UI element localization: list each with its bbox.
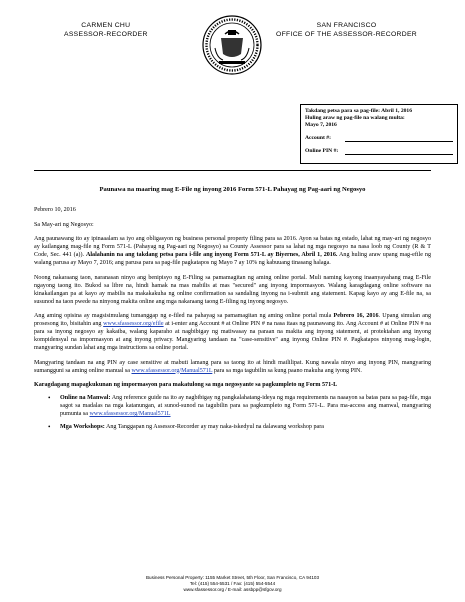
list-item: • Mga Workshops: Ang Tanggapan ng Assessor-Recorder ay may naka-iskedyul na dalawang workshop para <box>48 423 324 431</box>
header-divider <box>34 170 431 171</box>
pin-field <box>345 147 453 155</box>
footer-phone: Tel: (415) 554-5531 / Fax: (415) 554-5544 <box>189 581 276 586</box>
bullet-icon: • <box>48 394 51 402</box>
paragraph-2: Noong nakaraang taon, naranasan ninyo ang benipisyo ng E-Filing sa pamamagitan ng aming online portal. Muli naming kayong inaanyayahang mag E-File ngayong taong ito. Bukod sa libre na, hindi hamak na mas mabilis at mas "secured" ang inyong impormasyon. Walang karagdagang online software na kinakailangan pa at kayo ay mabilis na makakakuha ng online confirmation sa sandaling inyong na i-submit ang statement. Kapag kayo ay ang E-file na, sa susunod na taon pwede na ninyong makita online ang mga nakaraang taong E-filing ng inyong negosyo. <box>34 274 431 305</box>
account-field <box>345 134 453 142</box>
deadline-line1: Takdang petsa para sa pag-file: Abril 1, 2016 <box>305 108 413 114</box>
bullet-icon: • <box>48 423 51 431</box>
deadline-box <box>300 104 458 164</box>
manual-link-2[interactable]: www.sfassessor.org/Manual571L <box>89 411 171 417</box>
assessor-name: CARMEN CHU <box>81 22 131 29</box>
footer <box>0 575 465 593</box>
paragraph-4: Mangyaring tandaan na ang PIN ay case sensitive at mabuti lamang para sa taong ito at hindi maililipat. Kung nawala ninyo ang inyong PIN, mangyaring sumangguni sa aming online manual sa www.sfassessor.org/Manual571L para sa mga tagubilin sa kung paano makuha ang iyong PIN. <box>34 359 431 374</box>
account-label: Account #: <box>305 135 331 141</box>
city-name: SAN FRANCISCO <box>316 22 377 29</box>
pin-label: Online PIN #: <box>305 148 339 154</box>
footer-address: Business Personal Property: 1155 Market Street, 5th Floor, San Francisco, CA 94103 <box>145 575 320 580</box>
pin-row <box>305 147 453 155</box>
document-title: Paunawa na maaring mag E-File ng inyong 2016 Form 571-L Pahayag ng Pag-aari ng Negosyo <box>99 186 366 193</box>
deadline-line2: Huling araw ng pag-file na walang multa: <box>305 115 405 121</box>
assessor-title: ASSESSOR-RECORDER <box>64 30 148 38</box>
deadline-emphasis: Alalahanin na ang takdang petsa para i-file ang inyong Form 571-L ay Biyernes, Abril 1, 2016. <box>85 252 338 258</box>
account-row <box>305 134 453 142</box>
section-title: Karagdagang mapagkukunan ng impormasyon para makatulong sa mga negosyante sa pagkumpleto ng Form 571-L <box>34 382 338 388</box>
letter-date: Pebrero 10, 2016 <box>34 207 76 213</box>
salutation: Sa May-ari ng Negosyo: <box>34 221 94 228</box>
letter-body <box>34 206 431 436</box>
resource-list <box>48 394 431 431</box>
efile-link[interactable]: www.sfassessor.org/efile <box>103 321 164 327</box>
manual-link[interactable]: www.sfassessor.org/Manual571L <box>131 367 213 374</box>
header-right <box>276 22 417 39</box>
office-name: OFFICE OF THE ASSESSOR-RECORDER <box>276 30 417 38</box>
paragraph-1: Ang paunawang ito ay ipinaaalam sa iyo ang obligasyon ng business personal property filing para sa 2016. Ayon sa batas ng estado, lahat ng may-ari ng negosyo ay kailangang mag-file ng Form 571-L (Pahayag ng Pag-aari ng Negosyo) sa County Assessor para sa lahat ng mga negosyo na nasa loob ng County (R & T Code, Sec. 441 (a)). Alalahanin na ang takdang petsa para i-file ang inyong Form 571-L ay Biyernes, Abril 1, 2016. Ang huling araw upang mag-efile ng walang parusa ay Mayo 7, 2016; ang parusa para sa pag-file pagkatapos ng Mayo 7 ay 10% ng kabuuang tinasang halaga. <box>34 236 431 266</box>
city-seal-icon <box>201 14 263 76</box>
list-item: • Online na Manwal: Ang reference guide na ito ay nagbibigay ng pangkalahatang-ideya ng mga requirements na naaayon sa batas para sa pag-file, mga sagot sa madalas na mga katanungan, at sunod-sunod na tagubilin para sa pagkumpleto ng Form 571-L. Para ma-access ang manwal, mangyaring pumunta sa www.sfassessor.org/Manual571L <box>48 394 432 417</box>
header-left <box>64 22 148 39</box>
footer-web: www.sfassessor.org / E-mail: assbpp@sfgov.org <box>183 587 282 592</box>
paragraph-3: Ang aming opisina ay magsisimulang tumanggap ng e-filed na pahayag sa pamamagitan ng aming online portal mula Pebrero 16, 2016. Upang simulan ang prosesong ito, bisitahin ang www.sfassessor.org/efile at i-enter ang Account # at Online PIN # na nasa itaas ng paunawang ito. Ang Account # at Online PIN # na para sa inyong negosyo ay kakaiba, walang kaparaho at nagbibigay ng matiwasay na paraan na makita ang inyong statement, at protektahan ang inyong kompidensyal na impormasyon at ang inyong privacy. Mangyaring tandaan na "case-sensitive" ang inyong Online PIN #. Pagkatapos ninyong mag-login, mangyaring sundan lahat ang mga instructions sa online portal. <box>34 313 432 351</box>
deadline-line3: Mayo 7, 2016 <box>305 122 337 128</box>
